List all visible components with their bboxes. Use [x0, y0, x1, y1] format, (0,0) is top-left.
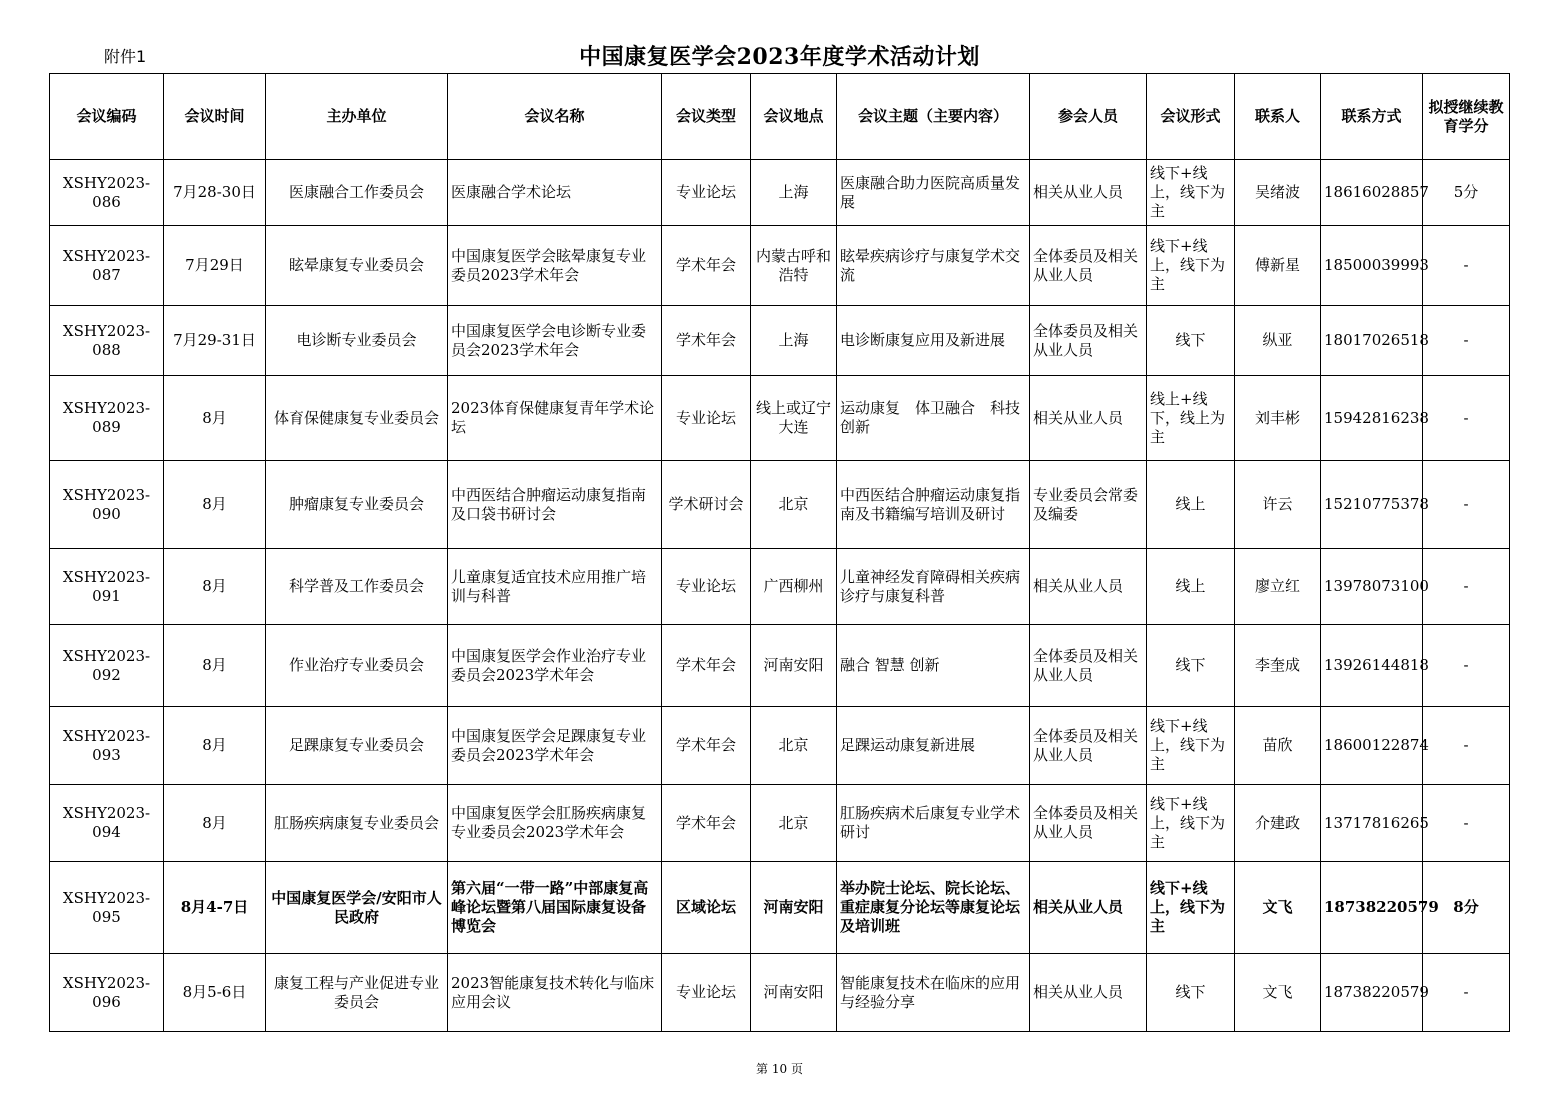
cell-code: XSHY2023-092	[50, 625, 164, 707]
cell-location: 北京	[751, 707, 837, 785]
document-title: 中国康复医学会2023年度学术活动计划	[579, 44, 980, 70]
cell-name: 中国康复医学会电诊断专业委员会2023学术年会	[448, 306, 662, 376]
cell-time: 8月	[164, 549, 266, 625]
cell-theme: 医康融合助力医院高质量发展	[837, 160, 1030, 226]
cell-code: XSHY2023-094	[50, 785, 164, 862]
cell-phone: 18738220579	[1321, 862, 1423, 954]
col-header-contact: 联系人	[1235, 74, 1321, 160]
cell-participants: 相关从业人员	[1030, 376, 1147, 461]
table-row	[50, 549, 1510, 625]
cell-time: 7月29日	[164, 226, 266, 306]
cell-format: 线下+线上，线下为主	[1147, 160, 1235, 226]
cell-contact: 许云	[1235, 461, 1321, 549]
cell-type: 学术年会	[662, 707, 751, 785]
cell-participants: 全体委员及相关从业人员	[1030, 707, 1147, 785]
cell-theme: 足踝运动康复新进展	[837, 707, 1030, 785]
table-row	[50, 306, 1510, 376]
cell-participants: 相关从业人员	[1030, 160, 1147, 226]
cell-participants: 相关从业人员	[1030, 549, 1147, 625]
col-header-theme: 会议主题（主要内容）	[837, 74, 1030, 160]
col-header-participants: 参会人员	[1030, 74, 1147, 160]
cell-time: 8月	[164, 376, 266, 461]
cell-type: 学术研讨会	[662, 461, 751, 549]
cell-organizer: 科学普及工作委员会	[266, 549, 448, 625]
cell-contact: 文飞	[1235, 862, 1321, 954]
cell-type: 专业论坛	[662, 160, 751, 226]
cell-participants: 专业委员会常委及编委	[1030, 461, 1147, 549]
table-row-highlighted	[50, 862, 1510, 954]
cell-name: 第六届“一带一路”中部康复高峰论坛暨第八届国际康复设备博览会	[448, 862, 662, 954]
cell-theme: 儿童神经发育障碍相关疾病诊疗与康复科普	[837, 549, 1030, 625]
cell-credits: -	[1423, 461, 1510, 549]
cell-contact: 苗欣	[1235, 707, 1321, 785]
cell-credits: 5分	[1423, 160, 1510, 226]
cell-location: 北京	[751, 461, 837, 549]
cell-credits: 8分	[1423, 862, 1510, 954]
cell-format: 线下+线上，线下为主	[1147, 226, 1235, 306]
cell-phone: 13926144818	[1321, 625, 1423, 707]
cell-credits: -	[1423, 549, 1510, 625]
cell-code: XSHY2023-096	[50, 954, 164, 1032]
col-header-credits: 拟授继续教育学分	[1423, 74, 1510, 160]
cell-location: 线上或辽宁大连	[751, 376, 837, 461]
table-row	[50, 461, 1510, 549]
cell-contact: 李奎成	[1235, 625, 1321, 707]
cell-code: XSHY2023-091	[50, 549, 164, 625]
cell-name: 儿童康复适宜技术应用推广培训与科普	[448, 549, 662, 625]
cell-format: 线下+线上，线下为主	[1147, 862, 1235, 954]
cell-format: 线下+线上，线下为主	[1147, 785, 1235, 862]
cell-participants: 全体委员及相关从业人员	[1030, 226, 1147, 306]
cell-organizer: 体育保健康复专业委员会	[266, 376, 448, 461]
cell-organizer: 医康融合工作委员会	[266, 160, 448, 226]
cell-contact: 刘丰彬	[1235, 376, 1321, 461]
cell-code: XSHY2023-095	[50, 862, 164, 954]
page-number: 第 10 页	[756, 1062, 803, 1076]
cell-contact: 吴绪波	[1235, 160, 1321, 226]
cell-organizer: 康复工程与产业促进专业委员会	[266, 954, 448, 1032]
cell-credits: -	[1423, 625, 1510, 707]
cell-phone: 18616028857	[1321, 160, 1423, 226]
cell-code: XSHY2023-090	[50, 461, 164, 549]
cell-code: XSHY2023-086	[50, 160, 164, 226]
col-header-code: 会议编码	[50, 74, 164, 160]
col-header-type: 会议类型	[662, 74, 751, 160]
cell-name: 医康融合学术论坛	[448, 160, 662, 226]
cell-location: 河南安阳	[751, 954, 837, 1032]
table-row	[50, 707, 1510, 785]
cell-type: 专业论坛	[662, 549, 751, 625]
cell-format: 线下	[1147, 625, 1235, 707]
cell-name: 中国康复医学会足踝康复专业委员会2023学术年会	[448, 707, 662, 785]
cell-phone: 18500039993	[1321, 226, 1423, 306]
cell-name: 中国康复医学会肛肠疾病康复专业委员会2023学术年会	[448, 785, 662, 862]
cell-time: 8月5-6日	[164, 954, 266, 1032]
cell-phone: 15942816238	[1321, 376, 1423, 461]
cell-theme: 举办院士论坛、院长论坛、重症康复分论坛等康复论坛及培训班	[837, 862, 1030, 954]
cell-code: XSHY2023-089	[50, 376, 164, 461]
cell-phone: 18600122874	[1321, 707, 1423, 785]
cell-organizer: 作业治疗专业委员会	[266, 625, 448, 707]
cell-type: 学术年会	[662, 226, 751, 306]
table-row	[50, 160, 1510, 226]
cell-location: 上海	[751, 160, 837, 226]
cell-location: 上海	[751, 306, 837, 376]
cell-contact: 纵亚	[1235, 306, 1321, 376]
cell-phone: 13978073100	[1321, 549, 1423, 625]
table-header-row	[50, 74, 1510, 160]
col-header-organizer: 主办单位	[266, 74, 448, 160]
cell-time: 7月29-31日	[164, 306, 266, 376]
cell-organizer: 眩晕康复专业委员会	[266, 226, 448, 306]
cell-type: 学术年会	[662, 785, 751, 862]
cell-name: 中西医结合肿瘤运动康复指南及口袋书研讨会	[448, 461, 662, 549]
cell-time: 8月	[164, 461, 266, 549]
cell-organizer: 足踝康复专业委员会	[266, 707, 448, 785]
cell-format: 线下	[1147, 954, 1235, 1032]
cell-type: 学术年会	[662, 625, 751, 707]
cell-participants: 全体委员及相关从业人员	[1030, 306, 1147, 376]
activity-plan-table	[49, 73, 1510, 1032]
cell-name: 2023智能康复技术转化与临床应用会议	[448, 954, 662, 1032]
cell-type: 专业论坛	[662, 376, 751, 461]
cell-format: 线下+线上，线下为主	[1147, 707, 1235, 785]
cell-type: 区域论坛	[662, 862, 751, 954]
cell-format: 线上+线下，线上为主	[1147, 376, 1235, 461]
cell-participants: 全体委员及相关从业人员	[1030, 785, 1147, 862]
table-row	[50, 785, 1510, 862]
cell-participants: 相关从业人员	[1030, 954, 1147, 1032]
col-header-time: 会议时间	[164, 74, 266, 160]
cell-participants: 全体委员及相关从业人员	[1030, 625, 1147, 707]
cell-location: 内蒙古呼和浩特	[751, 226, 837, 306]
cell-code: XSHY2023-087	[50, 226, 164, 306]
cell-name: 中国康复医学会眩晕康复专业委员2023学术年会	[448, 226, 662, 306]
cell-phone: 18738220579	[1321, 954, 1423, 1032]
cell-format: 线上	[1147, 461, 1235, 549]
col-header-name: 会议名称	[448, 74, 662, 160]
cell-organizer: 肿瘤康复专业委员会	[266, 461, 448, 549]
cell-location: 河南安阳	[751, 862, 837, 954]
cell-format: 线下	[1147, 306, 1235, 376]
table-row	[50, 376, 1510, 461]
table-row	[50, 226, 1510, 306]
cell-name: 2023体育保健康复青年学术论坛	[448, 376, 662, 461]
cell-credits: -	[1423, 785, 1510, 862]
cell-code: XSHY2023-088	[50, 306, 164, 376]
cell-time: 8月	[164, 785, 266, 862]
cell-phone: 18017026518	[1321, 306, 1423, 376]
cell-time: 8月	[164, 707, 266, 785]
cell-credits: -	[1423, 306, 1510, 376]
cell-credits: -	[1423, 954, 1510, 1032]
cell-type: 专业论坛	[662, 954, 751, 1032]
cell-location: 北京	[751, 785, 837, 862]
cell-contact: 介建政	[1235, 785, 1321, 862]
cell-time: 8月4-7日	[164, 862, 266, 954]
cell-format: 线上	[1147, 549, 1235, 625]
cell-location: 广西柳州	[751, 549, 837, 625]
cell-type: 学术年会	[662, 306, 751, 376]
cell-contact: 傅新星	[1235, 226, 1321, 306]
cell-participants: 相关从业人员	[1030, 862, 1147, 954]
cell-contact: 廖立红	[1235, 549, 1321, 625]
cell-location: 河南安阳	[751, 625, 837, 707]
col-header-phone: 联系方式	[1321, 74, 1423, 160]
table-row	[50, 954, 1510, 1032]
cell-name: 中国康复医学会作业治疗专业委员会2023学术年会	[448, 625, 662, 707]
cell-theme: 电诊断康复应用及新进展	[837, 306, 1030, 376]
col-header-format: 会议形式	[1147, 74, 1235, 160]
cell-theme: 肛肠疾病术后康复专业学术研讨	[837, 785, 1030, 862]
col-header-location: 会议地点	[751, 74, 837, 160]
cell-organizer: 肛肠疾病康复专业委员会	[266, 785, 448, 862]
cell-code: XSHY2023-093	[50, 707, 164, 785]
cell-credits: -	[1423, 226, 1510, 306]
cell-theme: 运动康复 体卫融合 科技创新	[837, 376, 1030, 461]
attachment-label: 附件1	[104, 47, 147, 66]
cell-organizer: 电诊断专业委员会	[266, 306, 448, 376]
cell-contact: 文飞	[1235, 954, 1321, 1032]
cell-theme: 中西医结合肿瘤运动康复指南及书籍编写培训及研讨	[837, 461, 1030, 549]
cell-theme: 智能康复技术在临床的应用与经验分享	[837, 954, 1030, 1032]
cell-phone: 15210775378	[1321, 461, 1423, 549]
cell-organizer: 中国康复医学会/安阳市人民政府	[266, 862, 448, 954]
cell-credits: -	[1423, 376, 1510, 461]
cell-credits: -	[1423, 707, 1510, 785]
table-row	[50, 625, 1510, 707]
cell-theme: 眩晕疾病诊疗与康复学术交流	[837, 226, 1030, 306]
cell-time: 7月28-30日	[164, 160, 266, 226]
cell-theme: 融合 智慧 创新	[837, 625, 1030, 707]
cell-phone: 13717816265	[1321, 785, 1423, 862]
cell-time: 8月	[164, 625, 266, 707]
